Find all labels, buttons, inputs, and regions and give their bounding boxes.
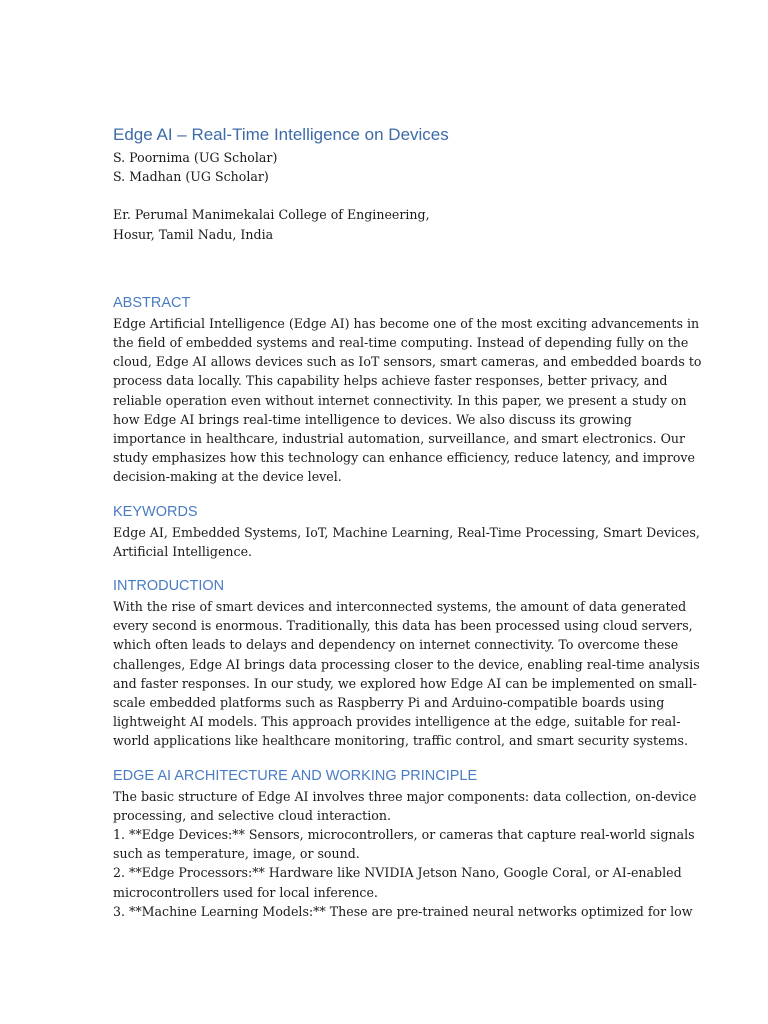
architecture-intro bbox=[113, 787, 697, 825]
text-line: challenges, Edge AI brings data processing closer to the device, enabling real-time analysis bbox=[113, 656, 700, 672]
text-line: decision-making at the device level. bbox=[113, 469, 342, 485]
text-line: Edge AI, Embedded Systems, IoT, Machine Learning, Real-Time Processing, Smart Devices, bbox=[113, 524, 700, 540]
introduction-section bbox=[113, 576, 700, 751]
keywords-text bbox=[113, 523, 700, 561]
abstract-heading: ABSTRACT bbox=[113, 294, 191, 311]
text-line: process data locally. This capability helps achieve faster responses, better privacy, and bbox=[113, 373, 668, 389]
list-item bbox=[113, 825, 695, 863]
text-line: 2. **Edge Processors:** Hardware like NVIDIA Jetson Nano, Google Coral, or AI-enabled bbox=[113, 865, 682, 881]
page-title: Edge AI – Real-Time Intelligence on Devices bbox=[113, 125, 449, 144]
text-line: the field of embedded systems and real-time computing. Instead of depending fully on the bbox=[113, 335, 689, 351]
text-line: With the rise of smart devices and interconnected systems, the amount of data generated bbox=[113, 599, 687, 615]
text-line: Edge Artificial Intelligence (Edge AI) has become one of the most exciting advancements in bbox=[113, 315, 700, 331]
text-line: 3. **Machine Learning Models:** These are pre-trained neural networks optimized for low bbox=[113, 903, 693, 919]
text-line: how Edge AI brings real-time intelligence to devices. We also discuss its growing bbox=[113, 411, 632, 427]
text-line: 1. **Edge Devices:** Sensors, microcontrollers, or cameras that capture real-world signals bbox=[113, 827, 695, 843]
architecture-section bbox=[113, 766, 697, 921]
text-line: processing, and selective cloud interaction. bbox=[113, 807, 391, 823]
introduction-text bbox=[113, 597, 700, 751]
text-line: scale embedded platforms such as Raspberry Pi and Arduino-compatible boards using bbox=[113, 695, 665, 711]
document-page bbox=[113, 124, 702, 921]
text-line: and faster responses. In our study, we explored how Edge AI can be implemented on small- bbox=[113, 675, 697, 691]
text-line: study emphasizes how this technology can enhance efficiency, reduce latency, and improve bbox=[113, 450, 695, 466]
keywords-section bbox=[113, 502, 700, 561]
architecture-list bbox=[113, 825, 695, 921]
list-item bbox=[113, 863, 682, 901]
list-item bbox=[113, 902, 693, 921]
text-line: importance in healthcare, industrial automation, surveillance, and smart electronics. Our bbox=[113, 431, 686, 447]
text-line: The basic structure of Edge AI involves three major components: data collection, on-device bbox=[113, 788, 697, 804]
text-line: lightweight AI models. This approach provides intelligence at the edge, suitable for real- bbox=[113, 714, 681, 730]
text-line: cloud, Edge AI allows devices such as IoT sensors, smart cameras, and embedded boards to bbox=[113, 354, 702, 370]
text-line: which often leads to delays and dependency on internet connectivity. To overcome these bbox=[113, 637, 679, 653]
introduction-heading: INTRODUCTION bbox=[113, 578, 225, 595]
text-line: Artificial Intelligence. bbox=[113, 543, 253, 559]
keywords-heading: KEYWORDS bbox=[113, 503, 198, 520]
text-line: reliable operation even without internet connectivity. In this paper, we present a study on bbox=[113, 392, 687, 408]
architecture-heading: EDGE AI ARCHITECTURE AND WORKING PRINCIPLE bbox=[113, 767, 478, 784]
text-line: world applications like healthcare monitoring, traffic control, and smart security systems. bbox=[113, 733, 688, 749]
text-line: microcontrollers used for local inference. bbox=[113, 884, 378, 900]
author-name: S. Poornima (UG Scholar) bbox=[113, 150, 278, 165]
affiliation bbox=[113, 205, 650, 243]
abstract-section bbox=[113, 293, 702, 487]
affiliation-line: Er. Perumal Manimekalai College of Engineering, bbox=[113, 207, 430, 223]
author-list bbox=[113, 148, 650, 186]
text-line: every second is enormous. Traditionally, this data has been processed using cloud servers, bbox=[113, 618, 693, 634]
abstract-text bbox=[113, 314, 702, 487]
affiliation-line: Hosur, Tamil Nadu, India bbox=[113, 226, 274, 242]
text-line: such as temperature, image, or sound. bbox=[113, 846, 360, 862]
author-name: S. Madhan (UG Scholar) bbox=[113, 169, 269, 185]
